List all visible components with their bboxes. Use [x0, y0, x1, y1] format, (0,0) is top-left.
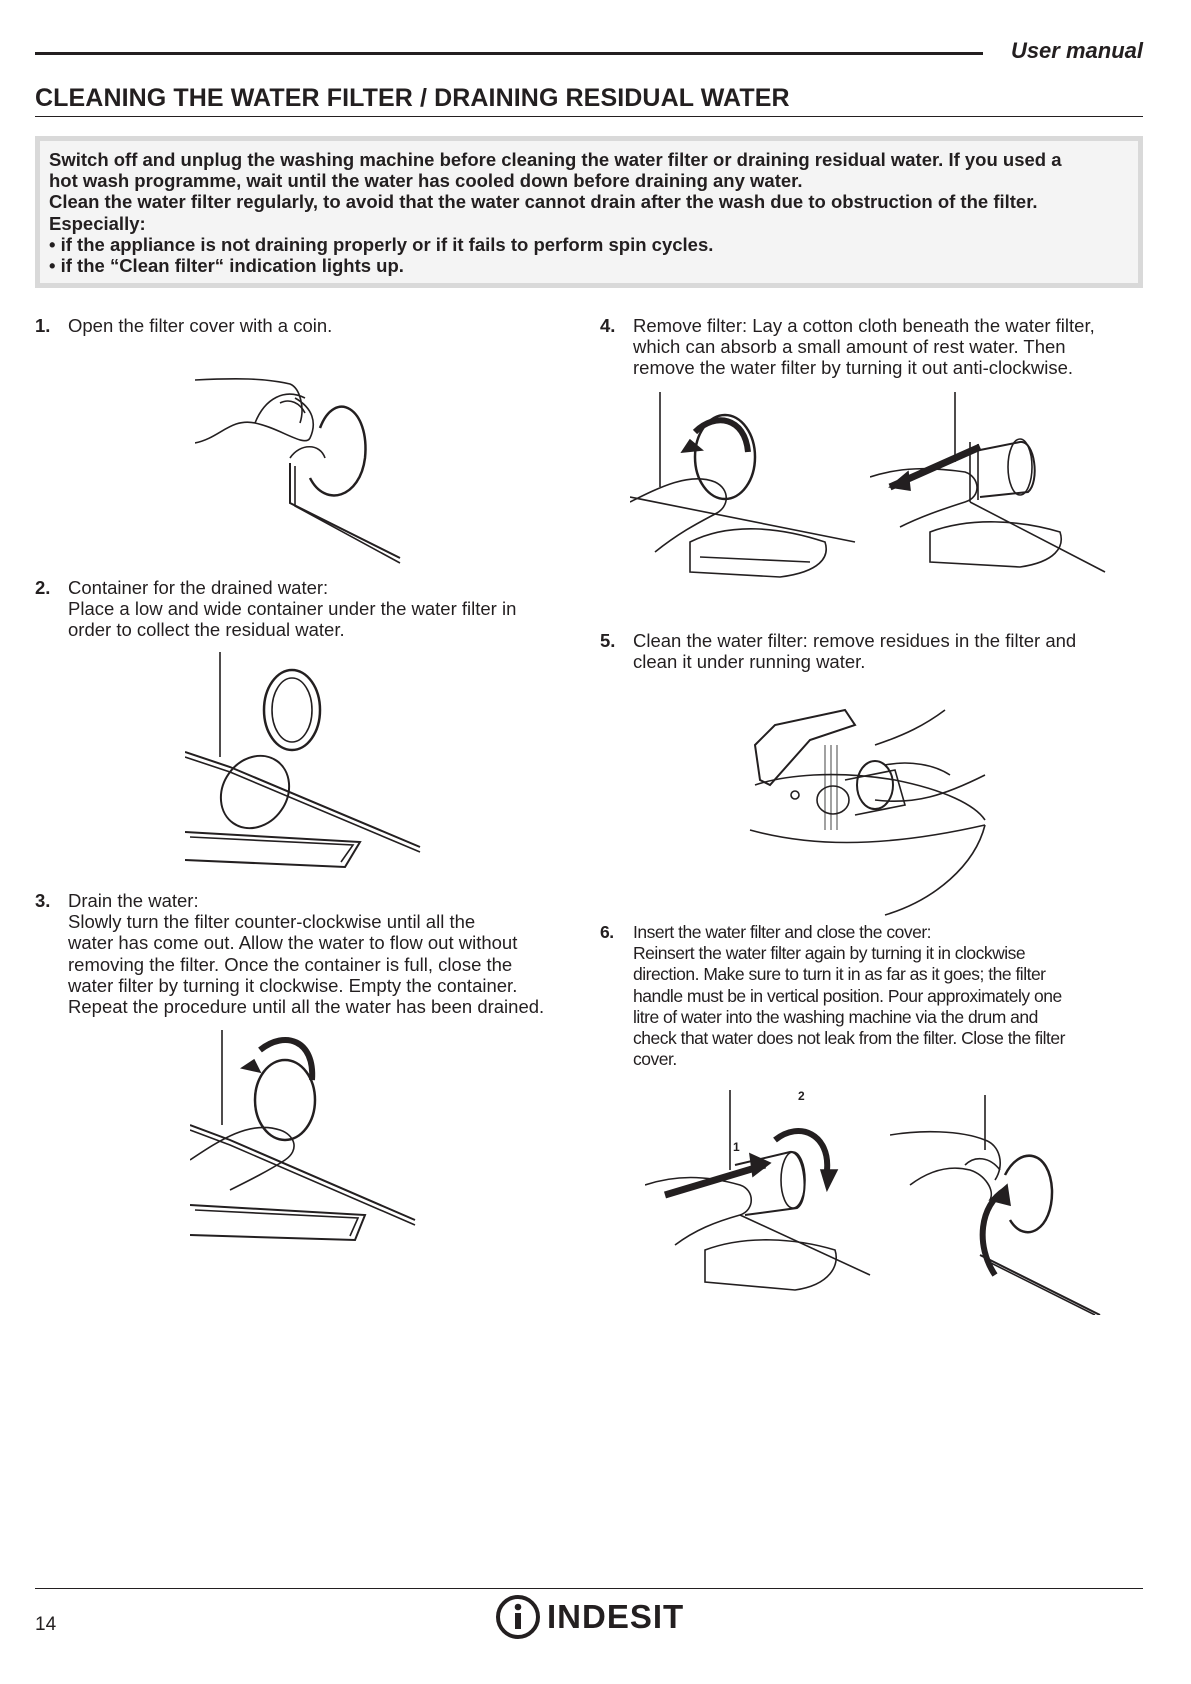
- warning-line: Especially:: [49, 212, 146, 234]
- step-line: Place a low and wide container under the water filter in: [68, 598, 517, 620]
- step-line: check that water does not leak from the filter. Close the filter: [633, 1028, 1065, 1049]
- illustration-open-filter-cover: [195, 348, 420, 568]
- footer-rule: [35, 1588, 1143, 1589]
- brand-name: INDESIT: [547, 1598, 685, 1635]
- step-line: Remove filter: Lay a cotton cloth beneath the water filter,: [633, 315, 1095, 336]
- figure-label-turn: 2: [798, 1090, 805, 1103]
- illustration-turn-filter-out: [630, 392, 860, 592]
- step-number: 5.: [600, 630, 616, 651]
- step-line: direction. Make sure to turn it in as far as it goes; the filter: [633, 964, 1046, 985]
- header-rule: [35, 52, 983, 55]
- illustration-remove-filter: [870, 392, 1110, 592]
- illustration-drain-water: [190, 1030, 420, 1255]
- step-number: 6.: [600, 922, 614, 942]
- step-number: 3.: [35, 890, 51, 911]
- step-number: 2.: [35, 577, 51, 598]
- step-line: handle must be in vertical position. Pour approximately one: [633, 985, 1062, 1006]
- step-line: which can absorb a small amount of rest water. Then: [633, 336, 1066, 358]
- step-line: Clean the water filter: remove residues in the filter and: [633, 630, 1077, 651]
- step-line: water has come out. Allow the water to flow out without: [68, 932, 518, 954]
- step-line: Container for the drained water:: [68, 577, 329, 598]
- step-text: [633, 315, 1095, 379]
- warning-text: [40, 141, 1138, 283]
- brand-logo-icon: [495, 1594, 541, 1640]
- title-rule: [35, 116, 1143, 117]
- page-title: CLEANING THE WATER FILTER / DRAINING RESIDUAL WATER: [35, 84, 790, 112]
- step-line: removing the filter. Once the container is full, close the: [68, 953, 513, 975]
- step-text: [68, 577, 516, 641]
- step-line: remove the water filter by turning it out anti-clockwise.: [633, 357, 1074, 379]
- step-number: 4.: [600, 315, 616, 336]
- illustration-close-filter-cover: [890, 1095, 1105, 1315]
- warning-line: Switch off and unplug the washing machine before cleaning the water filter or draining residual water. If you used a: [49, 149, 1062, 170]
- warning-line: hot wash programme, wait until the water has cooled down before draining any water.: [49, 170, 803, 192]
- illustration-insert-filter: [645, 1090, 875, 1305]
- step-text: [68, 315, 332, 336]
- step-line: Insert the water filter and close the cover:: [633, 922, 932, 942]
- step-line: cover.: [633, 1049, 677, 1070]
- step-line: litre of water into the washing machine via the drum and: [633, 1006, 1038, 1027]
- step-line: Open the filter cover with a coin.: [68, 315, 333, 336]
- step-line: clean it under running water.: [633, 651, 866, 673]
- step-text: [633, 630, 1076, 672]
- warning-line: Clean the water filter regularly, to avoid that the water cannot drain after the wash due to obstruction of the filter.: [49, 191, 1038, 213]
- illustration-place-container: [185, 652, 425, 877]
- step-text: [633, 922, 1065, 1070]
- figure-label-insert: 1: [733, 1140, 740, 1154]
- step-text: [68, 890, 544, 1017]
- step-line: Repeat the procedure until all the water has been drained.: [68, 996, 545, 1018]
- step-line: water filter by turning it clockwise. Empty the container.: [68, 974, 518, 996]
- header-label: User manual: [1010, 38, 1143, 63]
- warning-line: • if the “Clean filter“ indication lights up.: [49, 255, 404, 277]
- warning-box: [35, 136, 1143, 288]
- illustration-clean-under-tap: [745, 705, 995, 920]
- warning-line: • if the appliance is not draining properly or if it fails to perform spin cycles.: [49, 233, 714, 255]
- brand-logo: [495, 1594, 685, 1645]
- step-line: order to collect the residual water.: [68, 619, 345, 641]
- step-number: 1.: [35, 315, 51, 336]
- step-line: Reinsert the water filter again by turning it in clockwise: [633, 943, 1026, 964]
- page-number: 14: [35, 1614, 57, 1635]
- step-line: Slowly turn the filter counter-clockwise until all the: [68, 911, 476, 933]
- step-line: Drain the water:: [68, 890, 199, 911]
